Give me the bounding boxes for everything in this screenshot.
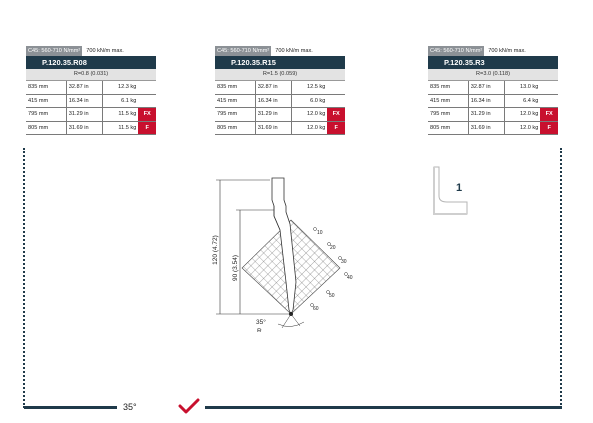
table-row [215, 81, 345, 94]
table-row [428, 121, 558, 135]
length-in: 32.87 in [255, 81, 291, 94]
profile-thumbnail [433, 166, 469, 216]
capacity: 700 kN/m max. [86, 48, 124, 54]
weight: 12.5 kg [292, 81, 328, 94]
table-row [26, 81, 156, 94]
table-row [428, 81, 558, 94]
length-in: 31.29 in [255, 108, 291, 122]
length-in: 31.69 in [66, 121, 102, 135]
flag-badge: F [327, 121, 345, 135]
length-in: 16.34 in [468, 94, 504, 108]
product-code: P.120.35.R08 [26, 56, 156, 69]
flag-badge [138, 94, 156, 108]
radius-value: R=3.0 (0.118) [428, 69, 558, 81]
length-mm: 415 mm [215, 94, 255, 108]
scale-mark: 10 [317, 230, 323, 236]
capacity: 700 kN/m max. [488, 48, 526, 54]
table-row [215, 94, 345, 108]
checkmark-icon [178, 398, 200, 414]
weight: 11.5 kg [103, 121, 139, 135]
footer-angle-label: 35° [123, 402, 137, 412]
scale-mark: 30 [341, 259, 347, 265]
angle-label: 35° [256, 319, 266, 326]
punch-profile-drawing [200, 172, 360, 332]
flag-badge: F [540, 121, 558, 135]
radius-value: R=0.8 (0.031) [26, 69, 156, 81]
weight: 6.1 kg [103, 94, 139, 108]
weight: 11.5 kg [103, 108, 139, 122]
frame-right-line [560, 148, 562, 408]
scale-mark: 60 [313, 306, 319, 312]
weight: 12.0 kg [292, 108, 328, 122]
flag-badge: FX [327, 108, 345, 122]
scale-mark: 50 [329, 293, 335, 299]
length-mm: 805 mm [215, 121, 255, 135]
length-in: 16.34 in [255, 94, 291, 108]
steel-grade: C45: 560-710 N/mm² [28, 48, 81, 54]
flag-badge [540, 81, 558, 94]
dimensions-table [428, 81, 558, 135]
product-code: P.120.35.R15 [215, 56, 345, 69]
dimensions-table [26, 81, 156, 135]
flag-badge [138, 81, 156, 94]
flag-badge: FX [540, 108, 558, 122]
flag-badge: FX [138, 108, 156, 122]
steel-grade: C45: 560-710 N/mm² [217, 48, 270, 54]
capacity: 700 kN/m max. [275, 48, 313, 54]
length-in: 31.69 in [468, 121, 504, 135]
length-mm: 835 mm [215, 81, 255, 94]
length-mm: 795 mm [428, 108, 468, 122]
weight: 12.0 kg [505, 121, 541, 135]
length-in: 31.69 in [255, 121, 291, 135]
table-row [428, 94, 558, 108]
length-mm: 795 mm [215, 108, 255, 122]
inner-height-label: 90 (3.54) [232, 254, 239, 282]
footer-bar-right [205, 406, 562, 409]
length-in: 31.29 in [468, 108, 504, 122]
spec-table-r08 [26, 46, 156, 135]
scale-mark: 20 [330, 245, 336, 251]
length-mm: 805 mm [26, 121, 66, 135]
height-label: 120 (4.72) [212, 235, 219, 265]
weight: 12.3 kg [103, 81, 139, 94]
length-in: 16.34 in [66, 94, 102, 108]
product-code: P.120.35.R3 [428, 56, 558, 69]
length-in: 32.87 in [468, 81, 504, 94]
table-row [215, 108, 345, 122]
weight: 12.0 kg [292, 121, 328, 135]
length-mm: 835 mm [428, 81, 468, 94]
flag-badge: F [138, 121, 156, 135]
weight: 12.0 kg [505, 108, 541, 122]
scale-mark: 40 [347, 275, 353, 281]
spec-table-r3 [428, 46, 558, 135]
length-mm: 415 mm [428, 94, 468, 108]
dimensions-table [215, 81, 345, 135]
radius-value: R=1.5 (0.059) [215, 69, 345, 81]
length-mm: 805 mm [428, 121, 468, 135]
table-row [26, 108, 156, 122]
length-mm: 415 mm [26, 94, 66, 108]
length-mm: 835 mm [26, 81, 66, 94]
table-row [26, 121, 156, 135]
table-row [26, 94, 156, 108]
flag-badge [540, 94, 558, 108]
weight: 6.4 kg [505, 94, 541, 108]
footer-bar-left [24, 406, 117, 409]
profile-number: 1 [456, 182, 463, 194]
frame-left-line [23, 148, 25, 408]
weight: 13.0 kg [505, 81, 541, 94]
table-row [215, 121, 345, 135]
weight: 6.0 kg [292, 94, 328, 108]
flag-badge [327, 81, 345, 94]
steel-grade: C45: 560-710 N/mm² [430, 48, 483, 54]
length-in: 31.29 in [66, 108, 102, 122]
radius-label: R [257, 328, 262, 332]
spec-table-r15 [215, 46, 345, 135]
table-row [428, 108, 558, 122]
flag-badge [327, 94, 345, 108]
length-in: 32.87 in [66, 81, 102, 94]
length-mm: 795 mm [26, 108, 66, 122]
